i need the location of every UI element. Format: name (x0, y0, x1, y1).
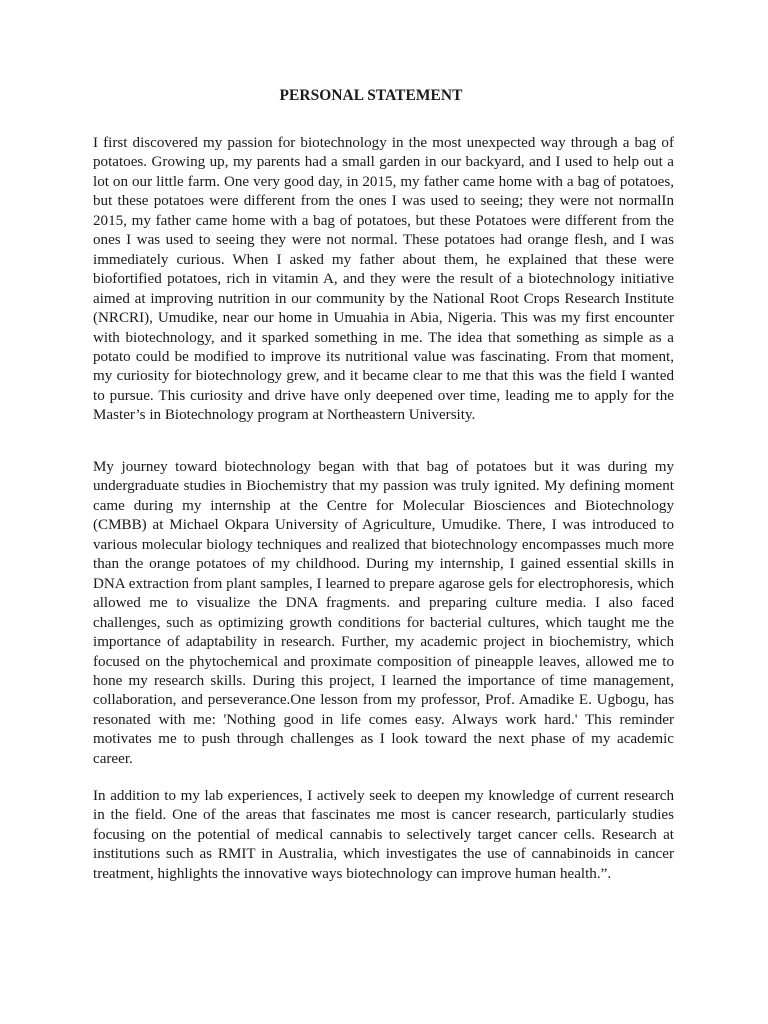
paragraph-current-research: In addition to my lab experiences, I actively seek to deepen my knowledge of current research in the field. One of the areas that fascinates me most is cancer research, particularly studies focusing on the potential of medical cannabis to selectively target cancer cells. Research at institutions such as RMIT in Australia, which investigates the use of cannabinoids in cancer treatment, highlights the innovative ways biotechnology can improve human health.”. (93, 788, 674, 882)
paragraph-undergraduate-journey: My journey toward biotechnology began with that bag of potatoes but it was during my undergraduate studies in Biochemistry that my passion was truly ignited. My defining moment came during my internship at the Centre for Molecular Biosciences and Biotechnology (CMBB) at Michael Okpara University of Agriculture, Umudike. There, I was introduced to various molecular biology techniques and realized that biotechnology encompasses much more than the orange potatoes of my childhood. During my internship, I gained essential skills in DNA extraction from plant samples, I learned to prepare agarose gels for electrophoresis, which allowed me to visualize the DNA fragments. and preparing culture media. I also faced challenges, such as optimizing growth conditions for bacterial cultures, which taught me the importance of adaptability in research. Further, my academic project in biochemistry, which focused on the phytochemical and proximate composition of pineapple leaves, allowed me to hone my research skills. During this project, I learned the importance of time management, collaboration, and perseverance.One lesson from my professor, Prof. Amadike E. Ugbogu, has resonated with me: 'Nothing good in life comes easy. Always work hard.' This reminder motivates me to push through challenges as I look toward the next phase of my academic career. (93, 459, 674, 767)
document-title: PERSONAL STATEMENT (279, 87, 463, 104)
paragraph-passion-origin: I first discovered my passion for biotechnology in the most unexpected way through a bag of potatoes. Growing up, my parents had a small garden in our backyard, and I used to help out a lot on our little farm. One very good day, in 2015, my father came home with a bag of potatoes, but these potatoes were different from the ones I was used to seeing; they were not normalIn 2015, my father came home with a bag of potatoes, but these Potatoes were different from the ones I was used to seeing they were not normal. These potatoes had orange flesh, and I was immediately curious. When I asked my father about them, he explained that these were biofortified potatoes, rich in vitamin A, and they were the result of a biotechnology initiative aimed at improving nutrition in our community by the National Root Crops Research Institute (NRCRI), Umudike, near our home in Umuahia in Abia, Nigeria. This was my first encounter with biotechnology, and it sparked something in me. The idea that something as simple as a potato could be modified to improve its nutritional value was fascinating. From that moment, my curiosity for biotechnology grew, and it became clear to me that this was the field I wanted to pursue. This curiosity and drive have only deepened over time, leading me to apply for the Master’s in Biotechnology program at Northeastern University. (93, 135, 674, 424)
